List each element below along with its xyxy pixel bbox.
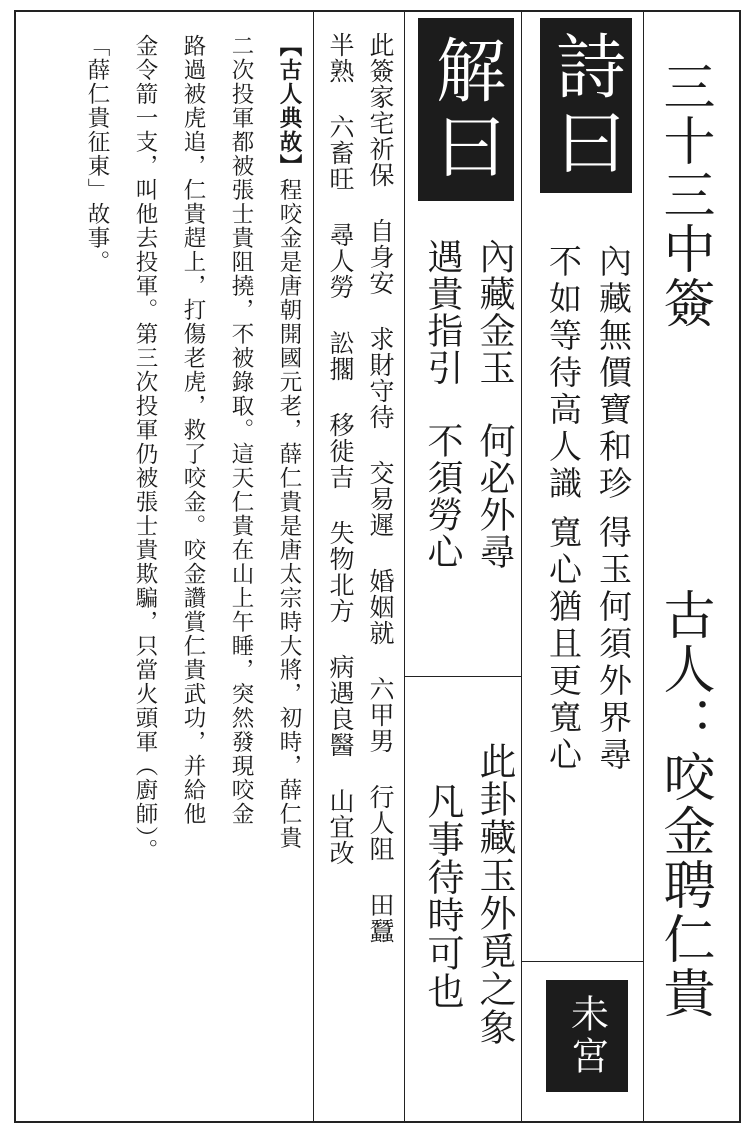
explanation-line-1b: 何必外尋 xyxy=(474,422,515,570)
story-line-2: 二次投軍都被張士貴阻撓，不被錄取。這天仁貴在山上午睡，突然發現咬金 xyxy=(228,34,254,826)
story-line-5: 「薛仁貴征東」故事。 xyxy=(84,34,110,274)
ancient-person-title: 古人：咬金聘仁貴 xyxy=(654,588,714,1020)
explanation-line-3: 此卦藏玉外覓之象 xyxy=(473,742,516,1046)
explanation-line-2 xyxy=(420,238,464,570)
poem-label: 詩曰 xyxy=(540,18,632,193)
palace-label: 未宮 xyxy=(546,980,628,1092)
explanation-line-4: 凡事待時可也 xyxy=(421,782,464,1010)
explanation-line-1 xyxy=(472,238,516,570)
story-line-1 xyxy=(272,34,305,850)
fortune-line-1: 此簽家宅祈保 自身安 求財守待 交易遲 婚姻就 六甲男 行人阻 田蠶 xyxy=(366,32,395,944)
divider-explanation xyxy=(404,676,521,677)
explanation-line-1a: 內藏金玉 xyxy=(474,238,515,386)
fortune-slip xyxy=(14,10,741,1123)
divider-palace xyxy=(521,961,643,962)
poem-line-2b: 寬心猶且更寬心 xyxy=(544,515,583,774)
explanation-label: 解曰 xyxy=(418,18,514,201)
explanation-line-2b: 不須勞心 xyxy=(422,422,463,570)
poem-line-2a: 不如等待高人識 xyxy=(544,244,583,503)
fortune-line-2: 半熟 六畜旺 尋人勞 訟擱 移徙吉 失物北方 病遇良醫 山宜改 xyxy=(326,32,355,866)
divider-fortune xyxy=(313,12,314,1121)
slip-number: 三十三中簽 xyxy=(654,60,714,330)
divider-title xyxy=(643,12,644,1121)
divider-explanation-col xyxy=(404,12,405,1121)
poem-line-2 xyxy=(542,244,584,774)
story-line-4: 金令箭一支，叫他去投軍。第三次投軍仍被張士貴欺騙，只當火頭軍（廚師）。 xyxy=(132,34,158,863)
explanation-line-2a: 遇貴指引 xyxy=(422,238,463,386)
poem-line-1 xyxy=(592,244,634,774)
story-text-1: 程咬金是唐朝開國元老，薛仁貴是唐太宗時大將，初時，薛仁貴 xyxy=(276,178,302,850)
story-heading: 【古人典故】 xyxy=(276,34,302,178)
poem-line-1b: 得玉何須外界尋 xyxy=(594,515,633,774)
poem-line-1a: 內藏無價寶和珍 xyxy=(594,244,633,503)
divider-poem xyxy=(521,12,522,1121)
story-line-3: 路過被虎追，仁貴趕上，打傷老虎，救了咬金。咬金讚賞仁貴武功，并給他 xyxy=(180,34,206,826)
